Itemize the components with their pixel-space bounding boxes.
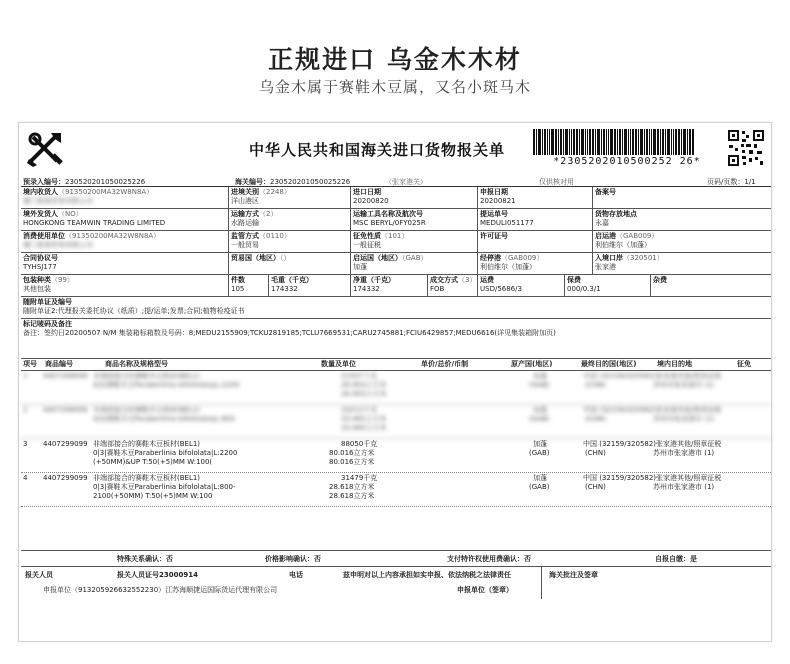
tax-nature-cell: 征免性质（101） 一般征税 <box>351 231 478 252</box>
net-weight-cell: 净重（千克） 174332 <box>351 275 428 296</box>
misc-fee-cell: 杂费 <box>653 276 667 284</box>
goods-destination: 中国 (32159/320582)张家港其他/照章征税 <box>583 474 722 482</box>
qr-code-icon <box>727 129 765 167</box>
goods-item-no: 4 <box>23 474 28 482</box>
confirmation-row <box>21 551 771 567</box>
gross-weight-cell: 毛重（千克） 174332 <box>269 275 351 296</box>
phone-label: 电话 <box>289 571 303 579</box>
trade-country-cell: 贸易国（地区）（） <box>229 253 351 274</box>
shipper-cell: 境外发货人（NO） HONGKONG TEAMWIN TRADING LIMITED <box>21 209 229 230</box>
goods-qty-volume-2: 80.016立方米 <box>329 458 375 466</box>
import-date-cell: 进口日期 20200820 <box>351 187 478 208</box>
goods-destination-code: (CHN) <box>585 449 606 457</box>
goods-destination-code: (CHN) <box>585 483 606 491</box>
attached-docs-cell: 随附单证及编号 随附单证2:代理报关委托协议（纸质）;提/运单;发票;合同;植物检疫证书 <box>23 298 245 315</box>
col-destination: 最终目的国(地区) <box>581 360 637 368</box>
goods-name: 非端部接合的赛鞋木豆板材(BEL1) <box>93 474 201 482</box>
goods-spec-2: 2100(+50MM) T:50(+5)MM W:100 <box>93 492 213 500</box>
consumer-cell: 消费使用单位（91350200MA32W8N8A） 厦门某某贸易有限公司 <box>21 231 229 252</box>
customs-emblem-icon <box>25 129 65 169</box>
page-subheadline: 乌金木属于赛鞋木豆属，又名小斑马木 <box>258 78 531 96</box>
barcode-image <box>533 129 721 155</box>
trade-terms-cell: 成交方式（3） FOB <box>428 275 478 296</box>
declarant-cert: 报关人员证号23000914 <box>117 571 198 579</box>
entry-port-cell: 进境关别（2248） 洋山港区 <box>229 187 351 208</box>
goods-qty-weight: 88050千克 <box>341 440 378 448</box>
goods-empty-space <box>21 507 771 551</box>
signature-footer <box>21 567 771 599</box>
transport-mode-cell: 运输方式（2） 水路运输 <box>229 209 351 230</box>
customs-declaration-sheet <box>18 122 772 642</box>
license-cell: 许可证号 <box>478 231 593 252</box>
supervision-cell: 监管方式（0110） 一般贸易 <box>229 231 351 252</box>
col-price: 单价/总价/币制 <box>421 360 469 368</box>
goods-item-no: 3 <box>23 440 28 448</box>
col-item-no: 项号 <box>23 360 37 368</box>
declaration-grid <box>21 186 771 599</box>
customs-office: （张家港关） <box>385 178 427 186</box>
goods-table-header <box>21 359 771 371</box>
record-number-cell: 备案号 <box>595 188 616 196</box>
package-type-cell: 包装种类（99） 其他包装 <box>21 275 229 296</box>
form-title: 中华人民共和国海关进口货物报关单 <box>249 141 506 159</box>
goods-hs-code: 4407299099 <box>43 440 88 448</box>
customs-note-label: 海关批注及签章 <box>549 571 598 579</box>
declarant-label: 报关人员 <box>25 571 53 579</box>
goods-row-4 <box>21 473 771 507</box>
contract-cell: 合同协议号 TYHSJ177 <box>21 253 229 274</box>
goods-spec-2: (+50MM)&UP T:50(+5)MM W:100( <box>93 458 213 466</box>
special-relation-confirm: 特殊关系确认：否 <box>117 555 173 563</box>
goods-origin-code: (GAB) <box>529 449 550 457</box>
col-domestic-dest: 境内目的地 <box>657 360 692 368</box>
goods-row-3 <box>21 439 771 473</box>
vessel-cell: 运输工具名称及航次号 MSC BERYL/0FY025R <box>351 209 478 230</box>
col-goods-name: 商品名称及规格型号 <box>105 360 168 368</box>
goods-spec: 0|3|赛鞋木豆Paraberlinia bifololata|L:800- <box>93 483 236 491</box>
goods-qty-volume-2: 28.618立方米 <box>329 492 375 500</box>
freight-cell: 运费 USD/5686/3 <box>478 275 565 296</box>
consignee-cell: 境内收货人（91350200MA32W8N8A） 厦门某某贸易有限公司 <box>21 187 229 208</box>
goods-hs-code: 4407299099 <box>43 474 88 482</box>
goods-row-blurred-2: 2 4407299099 非端部接合的赛鞋木豆板材(BEL1) 0|3|赛鞋木豆Paraberlinia bifoliolata|L:800 33212千克 33.465立方米 33.465立方米 加蓬 (GAB) 中国 (32159/320582)张家港其他/照章征税 (CHN) 苏州市张家港市 (1) <box>21 405 771 439</box>
declaring-unit: 申报单位（913205926632552230）江苏海顺捷运国际货运代理有限公司 <box>43 586 278 594</box>
goods-spec: 0|3|赛鞋木豆Paraberlinia bifololata|L:2200 <box>93 449 238 457</box>
row-packaging <box>21 275 771 297</box>
self-pay-confirm: 自报自缴：是 <box>655 555 697 563</box>
row-consumer <box>21 231 771 253</box>
package-count-cell: 件数 105 <box>229 275 269 296</box>
price-effect-confirm: 价格影响确认：否 <box>265 555 321 563</box>
goods-qty-weight: 31479千克 <box>341 474 378 482</box>
entry-port-cell-2: 入境口岸（320501） 张家港 <box>595 254 664 271</box>
col-origin: 原产国(地区) <box>511 360 553 368</box>
declaring-seal-label: 申报单位（签章） <box>457 586 513 594</box>
departure-port-cell: 启运港（GAB009） 利伯维尔（加蓬） <box>595 232 659 249</box>
goods-origin: 加蓬 <box>533 474 547 482</box>
pre-entry-number: 预录入编号：230520201050025226 <box>23 178 146 186</box>
insurance-cell: 保费 000/0.3/1 <box>565 275 651 296</box>
goods-qty-volume: 80.016立方米 <box>329 449 375 457</box>
bill-of-lading-cell: 提运单号 MEDULI051177 <box>478 209 593 230</box>
transit-port-cell: 经停港（GAB009） 利伯维尔（加蓬） <box>478 253 593 274</box>
row-contract <box>21 253 771 275</box>
row-consignee <box>21 187 771 209</box>
goods-domestic-dest: 苏州市张家港市 (1) <box>653 449 715 457</box>
goods-row-blurred-1: 1 4407299099 非端部接合的赛鞋木豆板材(BEL1) 0|3|赛鞋木豆Paraberlinia bifoliolata|L:2200 21507千克 26.903立方米 26.903立方米 加蓬 (GAB) 中国 (32159/320582)张家港其他/照章征税 (CHN) 苏州市张家港市 (1) <box>21 371 771 405</box>
col-quantity: 数量及单位 <box>321 360 356 368</box>
page-count: 页码/页数：1/1 <box>707 178 756 186</box>
storage-location-cell: 货物存放地点 永嘉 <box>595 210 637 227</box>
goods-origin-code: (GAB) <box>529 483 550 491</box>
goods-name: 非端部接合的赛鞋木豆板材(BEL1) <box>93 440 201 448</box>
col-hs-code: 商品编号 <box>45 360 73 368</box>
origin-country-cell: 启运国（地区）（GAB） 加蓬 <box>351 253 478 274</box>
goods-domestic-dest: 苏州市张家港市 (1) <box>653 483 715 491</box>
row-attached-docs <box>21 297 771 319</box>
customs-number: 海关编号：230520201050025226 <box>235 178 351 186</box>
legal-statement: 兹申明对以上内容承担如实申报、依法纳税之法律责任 <box>343 571 511 579</box>
goods-destination: 中国 (32159/320582)张家港其他/照章征税 <box>583 440 722 448</box>
declare-date-cell: 申报日期 20200821 <box>478 187 593 208</box>
royalty-confirm: 支付特许权使用费确认：否 <box>447 555 531 563</box>
barcode-text: *2305202010500252 26* <box>553 156 701 167</box>
verify-only-note: 仅供核对用 <box>539 178 574 186</box>
goods-qty-volume: 28.618立方米 <box>329 483 375 491</box>
col-tax-mode: 征免 <box>737 360 751 368</box>
row-marks <box>21 319 771 359</box>
page-headline: 正规进口 乌金木木材 <box>268 45 522 74</box>
goods-origin: 加蓬 <box>533 440 547 448</box>
row-shipper <box>21 209 771 231</box>
marks-cell: 标记唛码及备注 备注：签约日20200507 N/M 集装箱标箱数及号码：8;MEDU2155909;TCKU2819185;TCLU7669531;CARU2745881;FCIU6429857;MEDU6616(详见集装箱附加页) <box>23 320 556 337</box>
